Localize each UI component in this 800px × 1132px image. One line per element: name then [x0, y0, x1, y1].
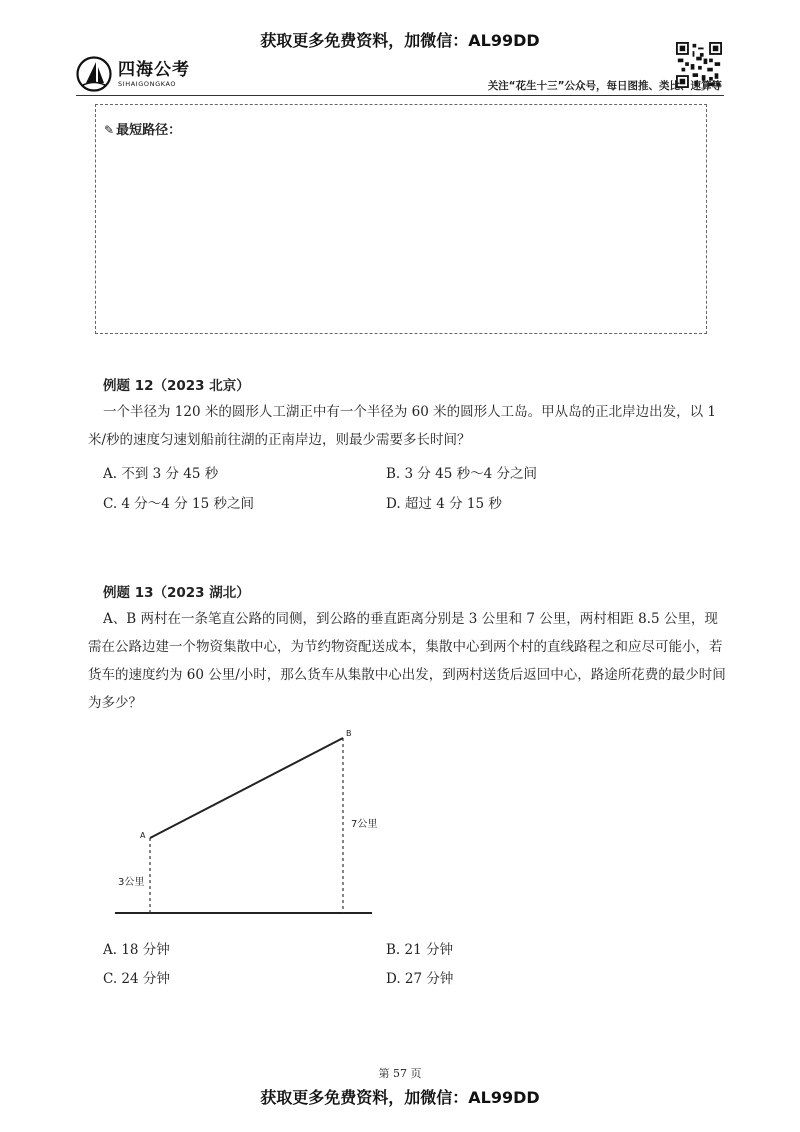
example-13-question: A、B 两村在一条笔直公路的同侧，到公路的垂直距离分别是 3 公里和 7 公里，两村相距 8.5 公里，现需在公路边建一个物资集散中心，为节约物资配送成本，集散中心到两个村的直线路程之和应尽可能小，若货车的速度约为 60 公里/小时，那么货车从集散中心出发，到两村送货后返回中心，路途所花费的最少时间为多少？ [88, 611, 726, 711]
village-a-label: A [140, 831, 146, 840]
notes-box [95, 104, 707, 334]
example-13-option-b: B. 21 分钟 [386, 942, 453, 958]
example-12-option-d: D. 超过 4 分 15 秒 [386, 496, 502, 512]
logo-chinese-name: 四海公考 [118, 59, 190, 80]
notes-box-title: 最短路径： [116, 123, 182, 138]
example-12-option-a: A. 不到 3 分 45 秒 [103, 466, 219, 482]
page-number: 第 57 页 [378, 1067, 422, 1080]
distance-a-label: 3公里 [118, 877, 145, 888]
distance-b-label: 7公里 [351, 819, 378, 830]
example-12-question: 一个半径为 120 米的圆形人工湖正中有一个半径为 60 米的圆形人工岛。甲从岛的正北岸边出发，以 1 米/秒的速度匀速划船前往湖的正南岸边，则最少需要多长时间？ [88, 404, 716, 448]
brand-logo [76, 56, 190, 92]
road-villages-diagram [110, 720, 390, 920]
village-b-label: B [346, 729, 352, 738]
notes-box-heading [104, 119, 181, 138]
segment-a-b [150, 738, 343, 838]
example-12-option-b: B. 3 分 45 秒～4 分之间 [386, 466, 538, 482]
bottom-promo-banner: 获取更多免费资料，加微信：AL99DD [260, 1088, 540, 1107]
example-13-title: 例题 13（2023 湖北） [103, 585, 250, 601]
header-divider [76, 95, 724, 96]
example-13-option-d: D. 27 分钟 [386, 971, 454, 987]
logo-english-name: SIHAIGONGKAO [118, 79, 177, 88]
example-13-option-a: A. 18 分钟 [103, 942, 170, 958]
example-13-option-c: C. 24 分钟 [103, 971, 170, 987]
pencil-icon: ✎ [104, 123, 115, 137]
header-slogan: 关注“花生十三”公众号，每日图推、类比、速算等 [487, 80, 722, 92]
top-promo-banner: 获取更多免费资料，加微信：AL99DD [260, 31, 540, 50]
sail-logo-icon [76, 56, 112, 92]
example-12-title: 例题 12（2023 北京） [103, 378, 250, 394]
example-12-option-c: C. 4 分～4 分 15 秒之间 [103, 496, 254, 512]
